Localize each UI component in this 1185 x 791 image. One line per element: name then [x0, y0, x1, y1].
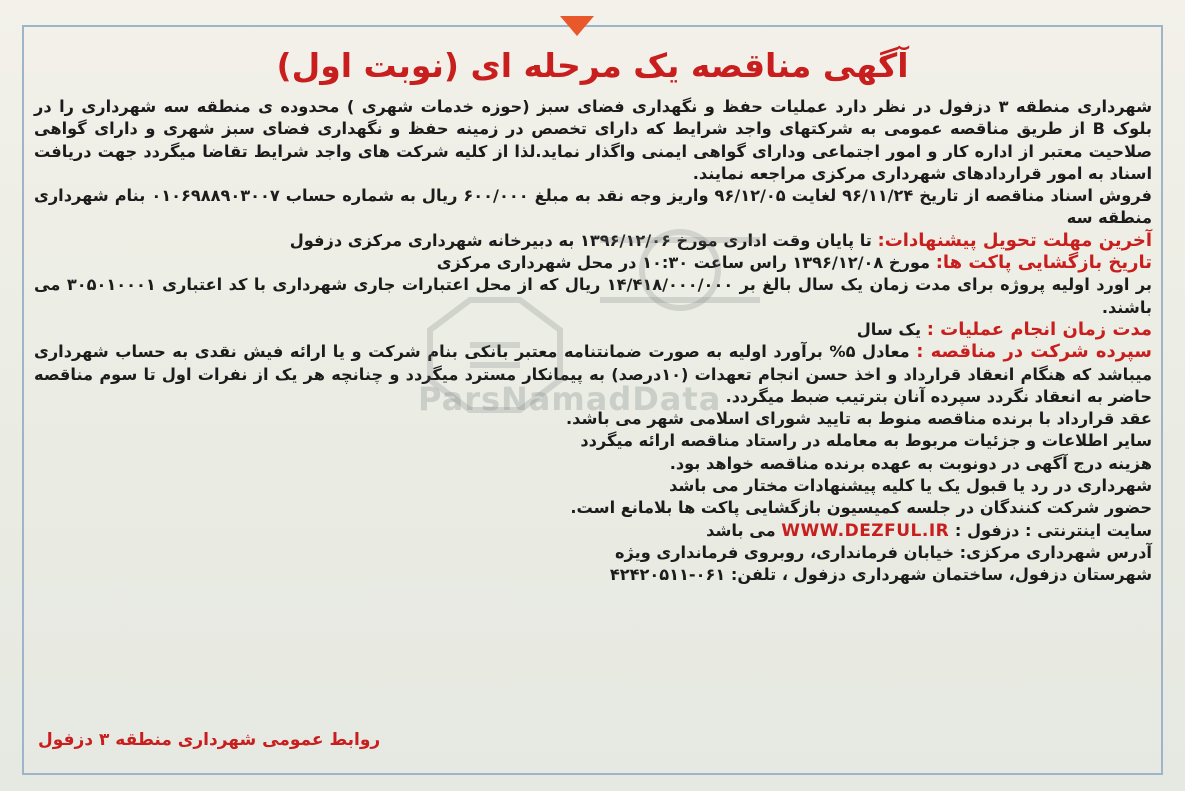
- duration-line: [34, 319, 1152, 341]
- attendance-line: حضور شرکت کنندگان در جلسه کمیسیون بازگشایی پاکت ها بلامانع است.: [570, 498, 1152, 518]
- opening-label: تاریخ بازگشایی پاکت ها:: [935, 252, 1152, 274]
- opening-text: مورخ ۱۳۹۶/۱۲/۰۸ راس ساعت ۱۰:۳۰ در محل شهرداری مرکزی: [436, 253, 931, 273]
- opening-line: [34, 252, 1152, 274]
- deadline-label: آخرین مهلت تحویل پیشنهادات:: [877, 229, 1152, 251]
- top-pointer-triangle: [560, 16, 594, 36]
- ad-body: [34, 96, 1152, 587]
- deadline-text: تا پایان وقت اداری مورخ ۱۳۹۶/۱۲/۰۶ به دبیرخانه شهرداری مرکزی دزفول: [289, 230, 872, 250]
- intro-paragraph: شهرداری منطقه ۳ دزفول در نظر دارد عملیات حفظ و نگهداری فضای سبز (حوزه خدمات شهری ) محدوده ی منطقه سه شهرداری را در بلوک B از طریق مناقصه عمومی به شرکتهای واجد شرایط که دارای تخصص در زمینه حفظ و نگهداری فضای سبز شهری و دارای گواهی صلاحیت معتبر از اداره کار و امور اجتماعی ودارای گواهی ایمنی واگذار نماید.لذا از کلیه شرکت های واجد شرایط تقاضا میگردد جهت دریافت اسناد به امور قراردادهای شهرداری مرکزی مراجعه نمایند.: [34, 97, 1153, 183]
- phone-line: شهرستان دزفول، ساختمان شهرداری دزفول ، تلفن: ۰۶۱-۴۲۴۲۰۵۱۱: [609, 565, 1152, 585]
- website-prefix: سایت اینترنتی : دزفول :: [954, 520, 1152, 540]
- deposit-label: سپرده شرکت در مناقصه :: [916, 341, 1152, 363]
- ad-cost-line: هزینه درج آگهی در دونوبت به عهده برنده مناقصه خواهد بود.: [669, 453, 1152, 473]
- duration-label: مدت زمان انجام عملیات :: [926, 318, 1152, 340]
- website-line: [34, 520, 1152, 542]
- deposit-text: معادل ۵% برآورد اولیه به صورت ضمانتنامه معتبر بانکی بنام شرکت و یا ارائه فیش نقدی به حساب شهرداری میباشد که هنگام انعقاد قرارداد و اخذ حسن انجام تعهدات (۱۰درصد) به پیمانکار مسترد میگردد و چنانچه هر یک از نفرات اول تا سوم مناقصه حاضر به انعقاد نگردد سپرده آنان بترتیب ضبط میگردد.: [34, 342, 1152, 406]
- website-link[interactable]: WWW.DEZFUL.IR: [781, 520, 950, 541]
- watermark-text: ParsNamadData: [418, 380, 722, 418]
- document-sale-paragraph: فروش اسناد مناقصه از تاریخ ۹۶/۱۱/۲۴ لغایت ۹۶/۱۲/۰۵ واریز وجه نقد به مبلغ ۶۰۰/۰۰۰ ریال به شماره حساب ۰۱۰۶۹۸۸۹۰۳۰۰۷ بنام شهرداری منطقه سه: [34, 186, 1152, 228]
- ad-title: آگهی مناقصه یک مرحله ای (نوبت اول): [276, 46, 909, 85]
- other-info-line: سایر اطلاعات و جزئیات مربوط به معامله در راستاد مناقصه ارائه میگردد: [580, 431, 1152, 451]
- deposit-paragraph: [34, 341, 1152, 408]
- duration-text: یک سال: [856, 319, 922, 339]
- website-suffix: می باشد: [706, 520, 776, 540]
- address-line: آدرس شهرداری مرکزی: خیابان فرمانداری، روبروی فرمانداری ویژه: [614, 542, 1152, 562]
- deadline-line: [34, 230, 1152, 252]
- contract-line: عقد قرارداد با برنده مناقصه منوط به تایید شورای اسلامی شهر می باشد.: [565, 409, 1152, 429]
- signature-footer: روابط عمومی شهرداری منطقه ۳ دزفول: [38, 730, 381, 750]
- estimate-paragraph: بر اورد اولیه پروژه برای مدت زمان یک سال بالغ بر ۱۴/۴۱۸/۰۰۰/۰۰۰ ریال که از محل اعتبارات جاری شهرداری با کد اعتباری ۳۰۵۰۱۰۰۰۱ می باشند.: [34, 275, 1152, 317]
- rights-line: شهرداری در رد یا قبول یک یا کلیه پیشنهادات مختار می باشد: [669, 476, 1152, 496]
